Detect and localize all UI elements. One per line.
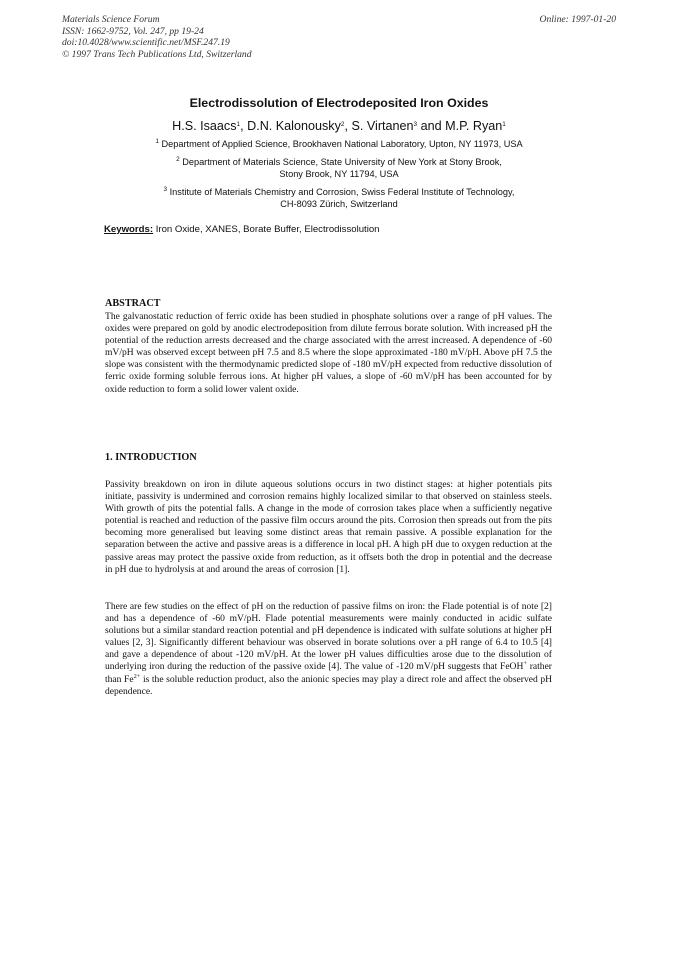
paragraph-text: is the soluble reduction product, also the anionic species may play a direct role and affect the observed pH dependence. xyxy=(105,673,552,697)
affiliation-sup: 1 xyxy=(155,138,159,145)
author-name: H.S. Isaacs xyxy=(172,119,237,133)
author-sup: 3 xyxy=(413,121,418,128)
affiliation-line: Department of Applied Science, Brookhaven National Laboratory, Upton, NY 11973, USA xyxy=(161,139,523,149)
keywords xyxy=(104,224,380,235)
affiliation-sup: 2 xyxy=(176,156,180,163)
journal-header xyxy=(62,14,252,60)
affiliation-line: Institute of Materials Chemistry and Corrosion, Swiss Federal Institute of Technology, xyxy=(169,187,515,197)
affiliation-2 xyxy=(90,157,588,181)
author-name: S. Virtanen xyxy=(351,119,414,133)
issn-line: ISSN: 1662-9752, Vol. 247, pp 19-24 xyxy=(62,25,204,37)
paragraph-text: There are few studies on the effect of pH on the reduction of passive films on iron: the Flade potential is of note [2] and has a dependence of -60 mV/pH. Flade potential measurements were mainly conducted in acidic sulfate solutions but a similar standard reaction potential and pH dependence is indicated with sulfate solutions at higher pH values [2, 3]. Significantly different behaviour was observed in borate solutions over a pH range of 6.4 to 10.5 [4] and gave a dependence of about -120 mV/pH. At the lower pH values difficulties arose due to the dissolution of underlying iron during the reduction of the passive oxide [4]. The value of -120 mV/pH suggests that FeOH xyxy=(105,601,552,673)
author-line xyxy=(0,119,678,133)
paper-title: Electrodissolution of Electrodeposited Iron Oxides xyxy=(189,96,489,110)
introduction-paragraph-2 xyxy=(105,601,552,698)
keywords-text: Iron Oxide, XANES, Borate Buffer, Electrodissolution xyxy=(155,224,380,235)
author-sep: and xyxy=(417,119,446,133)
journal-name: Materials Science Forum xyxy=(62,14,160,25)
paragraph-text: rather than Fe xyxy=(105,661,552,685)
abstract-text: The galvanostatic reduction of ferric oxide has been studied in phosphate solutions over a range of pH values. The oxides were prepared on gold by anodic electrodeposition from dilute ferrous borate solution. With increased pH the potential of the reduction arrests decreased and the charge associated with the arrest increased. A dependence of -60 mV/pH was observed except between pH 7.5 and 8.5 where the slope approximated -180 mV/pH. Above pH 7.5 the slope was consistent with the thermodynamic predicted slope of -180 mV/pH expected from reductive dissolution of ferric oxide forming soluble ferrous ions. At higher pH values, a slope of -60 mV/pH has been accounted for by oxide reduction to form a solid lower valent oxide. xyxy=(105,311,552,395)
author-name: M.P. Ryan xyxy=(445,119,503,133)
author-sep: , xyxy=(344,119,352,133)
charge-sup: + xyxy=(523,660,527,668)
keywords-label: Keywords: xyxy=(104,224,154,235)
doi-line: doi:10.4028/www.scientific.net/MSF.247.19 xyxy=(62,37,230,49)
affiliation-3 xyxy=(90,187,588,211)
author-sup: 1 xyxy=(502,121,506,128)
affiliation-sup: 3 xyxy=(163,186,168,193)
introduction-paragraph-1: Passivity breakdown on iron in dilute aqueous solutions occurs in two distinct stages: at higher potentials pits initiate, passivity is undermined and corrosion remains highly localized similar to that observed on stainless steels. With growth of pits the potential falls. A change in the mode of corrosion takes place when a sufficiently negative potential is reached and reduction of the passive film occurs around the pits. Corrosion then spreads out from the pits becoming more generalised but leaving some distinct areas that remain passive. A possible explanation for the separation between the active and passive areas is a difference in local pH. A high pH due to oxygen reduction at the passive areas may protect the passive oxide from reduction, as it offsets both the drop in potential and the decrease in pH due to hydrolysis at and around the areas of corrosion [1]. xyxy=(105,479,553,575)
charge-sup: 2+ xyxy=(133,672,141,680)
author-sup: 2 xyxy=(340,121,345,128)
affiliation-line: CH-8093 Zürich, Switzerland xyxy=(280,198,398,209)
affiliation-1 xyxy=(90,139,588,151)
author-sep: , xyxy=(240,119,248,133)
author-sup: 1 xyxy=(236,121,241,128)
online-date: Online: 1997-01-20 xyxy=(539,14,616,25)
abstract-heading: ABSTRACT xyxy=(105,298,161,309)
author-name: D.N. Kalonousky xyxy=(247,119,341,133)
introduction-heading: 1. INTRODUCTION xyxy=(105,452,197,463)
affiliation-line: Department of Materials Science, State University of New York at Stony Brook, xyxy=(182,157,502,167)
affiliation-line: Stony Brook, NY 11794, USA xyxy=(279,168,399,179)
copyright-line: © 1997 Trans Tech Publications Ltd, Switzerland xyxy=(62,48,252,60)
